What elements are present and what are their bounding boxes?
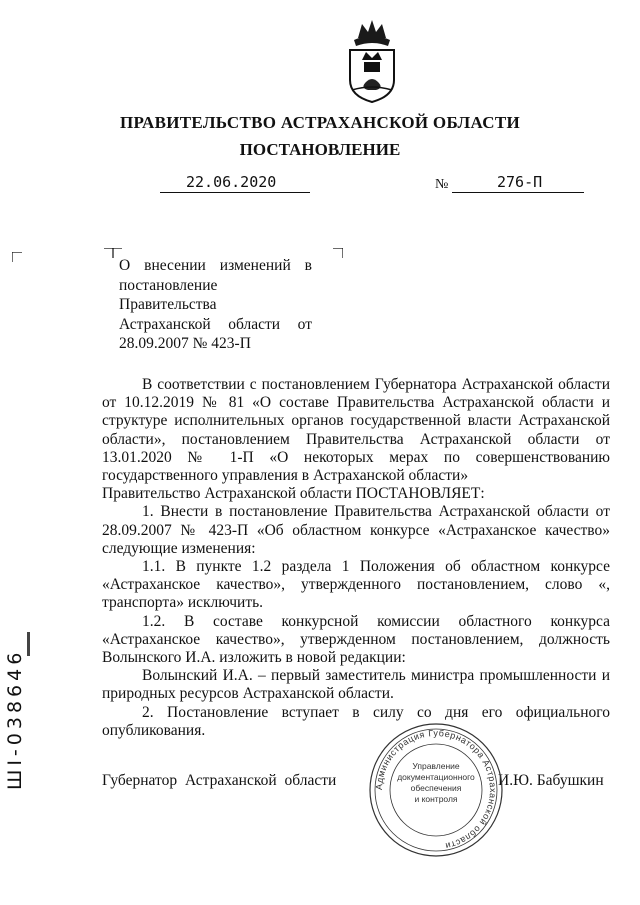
corner-mark-subject-right xyxy=(333,248,343,258)
document-type: ПОСТАНОВЛЕНИЕ xyxy=(239,140,401,159)
signatory-role: Губернатор Астраханской области xyxy=(102,772,337,789)
document-number: 276-П xyxy=(497,173,543,191)
side-serial-number: ШI-038646 xyxy=(4,648,26,790)
government-title: ПРАВИТЕЛЬСТВО АСТРАХАНСКОЙ ОБЛАСТИ xyxy=(120,113,520,132)
paragraph-2: 2. Постановление вступает в силу со дня его официального опубликования. xyxy=(102,703,610,739)
paragraph-1: 1. Внести в постановление Правительства Астраханской области от 28.09.2007 № 423-П «Об областном конкурсе «Астраханское качество» следующие изменения: xyxy=(102,503,610,557)
paragraph-1-2: 1.2. В составе конкурсной комиссии областного конкурса «Астраханское качество», утвержденном постановлением, должность Волынского И.А. изложить в новой редакции: xyxy=(102,612,610,667)
stamp-ring-text: Администрация Губернатора Астраханской области xyxy=(373,727,499,852)
date-underline xyxy=(160,192,310,193)
side-margin-mark xyxy=(27,632,30,656)
document-date: 22.06.2020 xyxy=(186,173,277,191)
signatory-name: И.Ю. Бабушкин xyxy=(498,772,604,789)
document-body xyxy=(102,376,610,740)
intro-paragraph: В соответствии с постановлением Губернатора Астраханской области от 10.12.2019 № 81 «О составе Правительства Астраханской области и структуре исполнительных органов государственной власти Астраханской области», постановлением Правительства Астраханской области от 13.01.2020 № 1-П «О некоторых мерах по совершенствованию государственного управления в Астраханской области» xyxy=(102,376,610,485)
number-underline xyxy=(452,192,584,193)
coat-of-arms-emblem xyxy=(342,18,402,104)
paragraph-1-2-text: Волынский И.А. – первый заместитель министра промышленности и природных ресурсов Астраханской области. xyxy=(102,667,610,703)
stamp-center-text: Управление документационного обеспечения и контроля xyxy=(397,761,475,804)
resolution-line: Правительство Астраханской области ПОСТАНОВЛЯЕТ: xyxy=(102,485,485,503)
number-sign: № xyxy=(435,177,449,192)
paragraph-1-1: 1.1. В пункте 1.2 раздела 1 Положения об областном конкурсе «Астраханское качество», утвержденного постановлением, слово «, транспорта» исключить. xyxy=(102,558,610,612)
document-subject: О внесении изменений в постановление Правительства Астраханской области от 28.09.2007 № 423-П xyxy=(119,257,312,352)
corner-mark-left xyxy=(12,252,22,262)
